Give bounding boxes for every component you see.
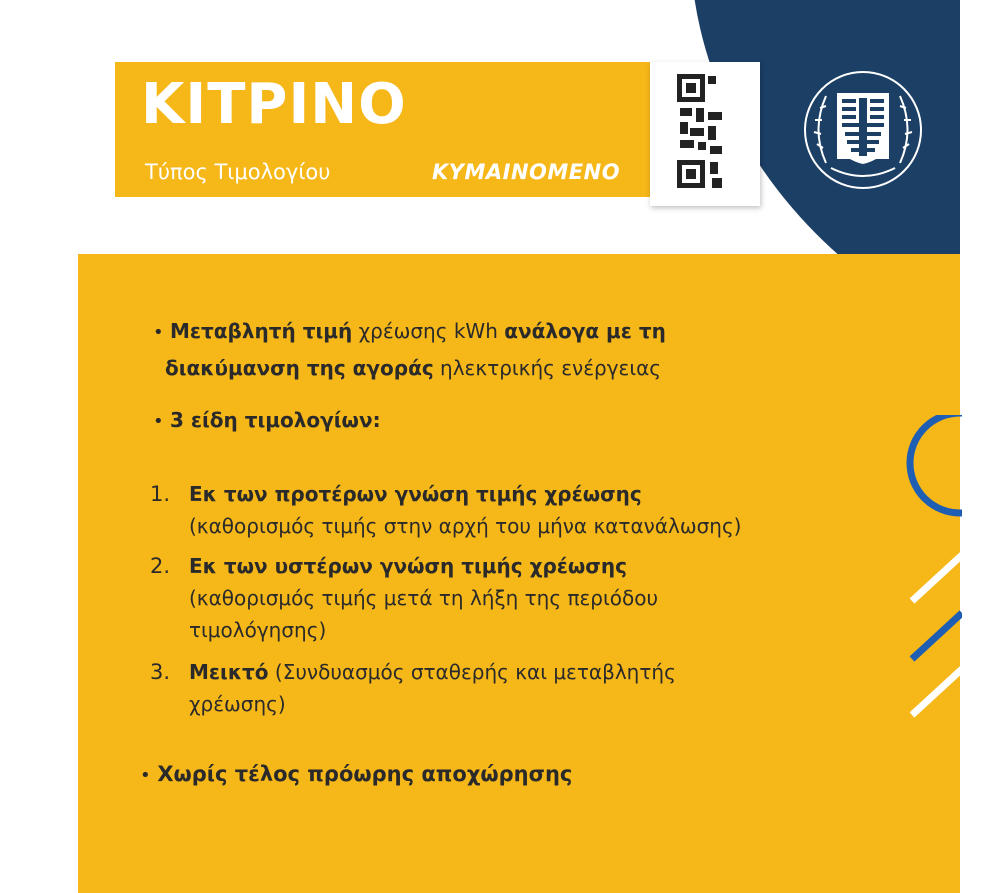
bullet1-text-2: ηλεκτρικής ενέργειας (433, 356, 662, 380)
list-item-1-title (189, 482, 642, 506)
bullet1-bold-2: ανάλογα με τη (504, 319, 666, 343)
list-item-2-detail-2: τιμολόγησης) (189, 618, 327, 642)
content-panel (78, 254, 960, 893)
list-number-1: 1. (150, 482, 171, 506)
bullet-variable-price: • Μεταβλητή τιμή χρέωσης kWh ανάλογα με τη (153, 319, 666, 343)
list-item-2-bold: Εκ των υστέρων γνώση τιμής χρέωσης (189, 554, 627, 578)
decorative-shapes (900, 415, 962, 729)
list-item-3-detail: χρέωσης) (189, 692, 286, 716)
bullet3-bold: Χωρίς τέλος πρόωρης αποχώρησης (157, 762, 573, 786)
right-margin (960, 0, 1001, 893)
list-item-3-bold: Μεικτό (189, 660, 269, 684)
page-title: ΚΙΤΡΙΝΟ (141, 72, 407, 137)
white-stripe-2 (912, 669, 962, 715)
bullet-no-early-exit-fee: • Χωρίς τέλος πρόωρης αποχώρησης (140, 762, 573, 786)
greek-coat-of-arms-icon (801, 68, 925, 196)
list-item-2-title (189, 554, 627, 578)
invoice-type-value: ΚΥΜΑΙΝΟΜΕΝΟ (432, 160, 621, 184)
white-stripe-1 (912, 555, 962, 601)
bullet1-text-1: χρέωσης kWh (352, 319, 505, 343)
blue-ring-shape (910, 415, 962, 513)
list-item-3-title (189, 660, 676, 684)
list-item-3-text: (Συνδυασμός σταθερής και μεταβλητής (268, 660, 676, 684)
list-number-3: 3. (150, 660, 171, 684)
bullet-variable-price-line2 (165, 356, 661, 380)
bullet1-bold-3: διακύμανση της αγοράς (165, 356, 434, 380)
bullet1-bold-1: Μεταβλητή τιμή (169, 319, 353, 343)
qr-code-icon[interactable] (650, 62, 760, 206)
bullet-invoice-types: • 3 είδη τιμολογίων: (153, 408, 381, 432)
list-item-1-bold: Εκ των προτέρων γνώση τιμής χρέωσης (189, 482, 642, 506)
invoice-type-label: Τύπος Τιμολογίου (145, 160, 331, 184)
blue-stripe (912, 613, 962, 659)
list-item-1-detail: (καθορισμός τιμής στην αρχή του μήνα κατανάλωσης) (189, 514, 742, 538)
bullet2-bold: 3 είδη τιμολογίων: (169, 408, 381, 432)
list-number-2: 2. (150, 554, 171, 578)
list-item-2-detail: (καθορισμός τιμής μετά τη λήξη της περιόδου (189, 586, 659, 610)
